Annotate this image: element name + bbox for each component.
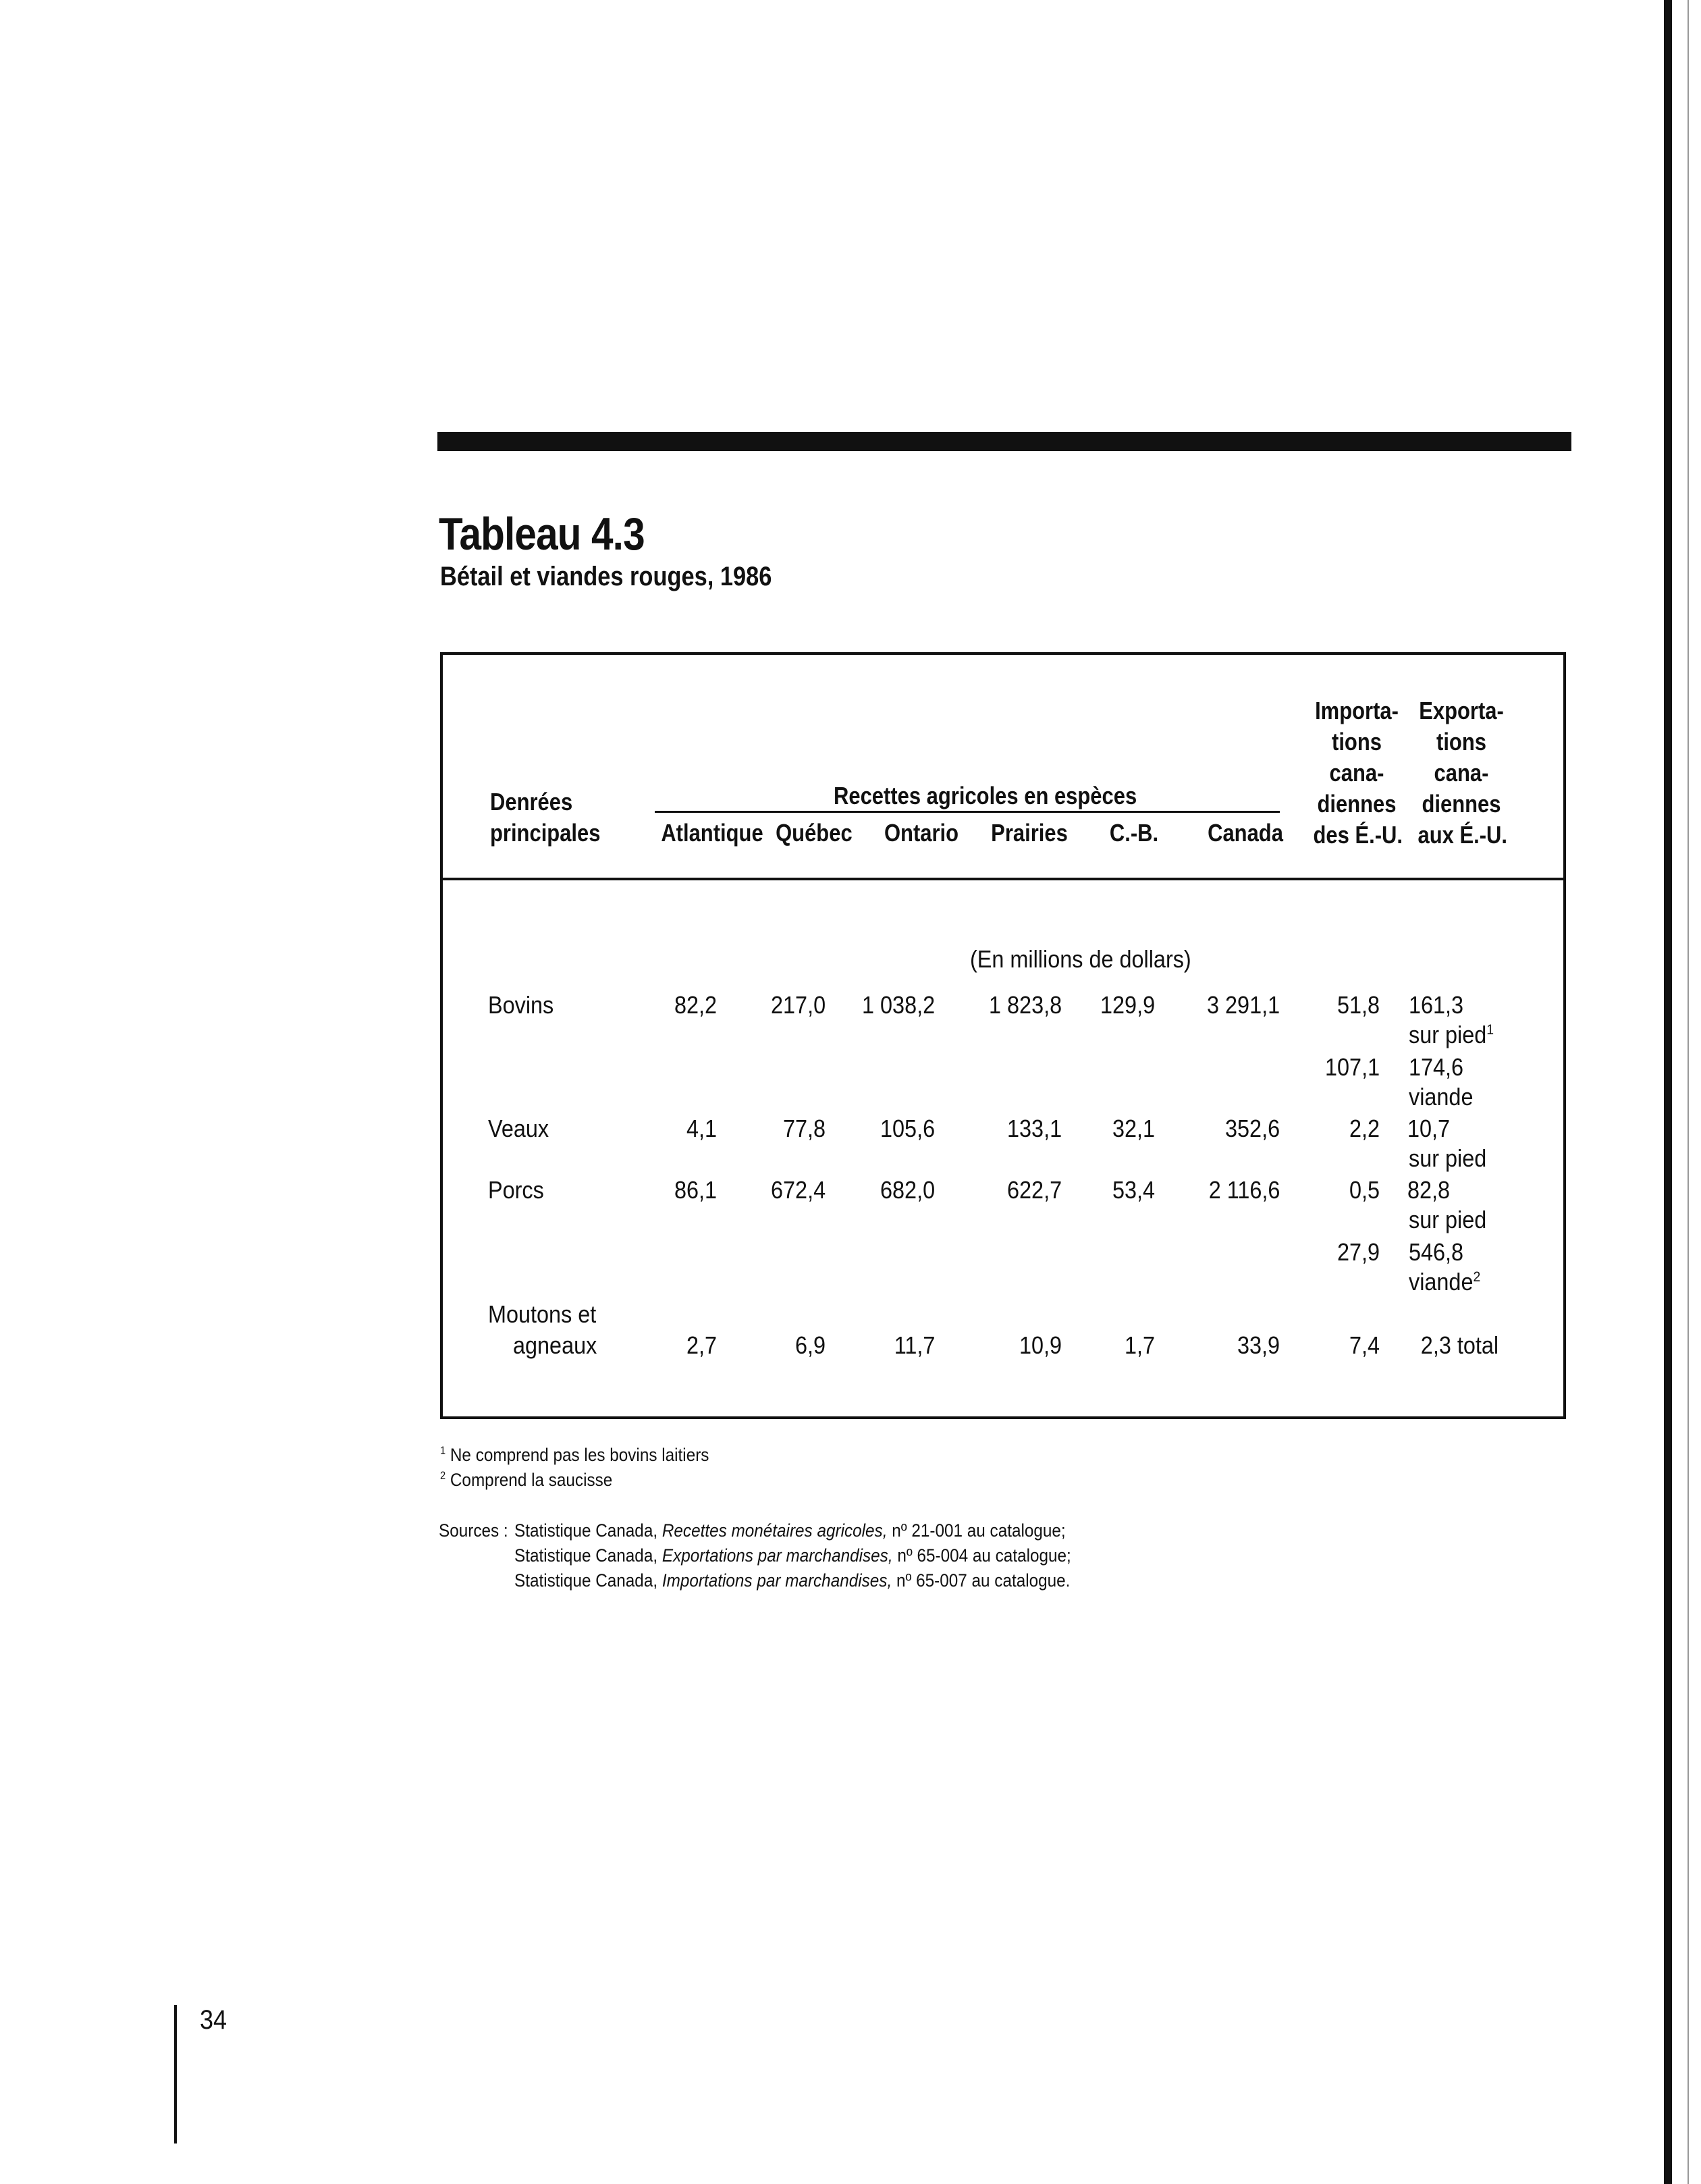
footnote-2 [440,1470,612,1491]
cell-bovins-ontario: 1 038,2 [861,991,935,1019]
cell-porcs-exports-1: 82,8 [1407,1176,1450,1204]
table-title: Tableau 4.3 [439,508,645,560]
table-subtitle: Bétail et viandes rouges, 1986 [440,562,772,591]
cell-porcs-prairies: 622,7 [1006,1176,1062,1204]
col-header-prairies: Prairies [991,819,1068,847]
page-edge-bar [1664,0,1672,2184]
export-desc-text: viande [1409,1268,1474,1296]
footnote-mark: 2 [440,1470,446,1482]
source-title: Recettes monétaires agricoles, [662,1520,888,1541]
spanner-rule [655,811,1280,813]
spanner-header: Recettes agricoles en espèces [834,782,1137,809]
sources-label: Sources : [439,1520,508,1541]
cell-porcs-ontario: 682,0 [880,1176,935,1204]
cell-porcs-atlantique: 86,1 [674,1176,717,1204]
header-rule [440,878,1566,880]
cell-bovins-exports-1-desc [1409,1021,1494,1049]
cell-bovins-exports-2-desc: viande [1409,1083,1474,1111]
footnote-ref: 1 [1486,1021,1494,1038]
cell-moutons-exports: 2,3 total [1420,1331,1498,1359]
col-header-ontario: Ontario [884,819,959,847]
source-catalogue: nº 65-007 au catalogue. [892,1570,1071,1591]
footnote-ref: 2 [1473,1268,1481,1285]
cell-veaux-imports: 2,2 [1349,1115,1380,1142]
cell-moutons-quebec: 6,9 [794,1331,826,1359]
cell-porcs-quebec: 672,4 [770,1176,826,1204]
footnote-text: Ne comprend pas les bovins laitiers [450,1445,709,1465]
cell-veaux-exports: 10,7 [1407,1115,1450,1142]
cell-moutons-ontario: 11,7 [894,1331,935,1359]
stub-header-line2: principales [490,819,601,847]
cell-moutons-canada: 33,9 [1237,1331,1280,1359]
cell-bovins-quebec: 217,0 [770,991,826,1019]
imports-header-line5: des É.-U. [1313,821,1403,849]
source-publisher: Statistique Canada, [514,1570,662,1591]
source-title: Exportations par marchandises, [662,1545,893,1566]
footnote-1 [440,1445,709,1466]
page-number: 34 [200,2005,227,2035]
cell-porcs-exports-2-desc [1409,1268,1480,1296]
col-header-imports [1314,695,1401,851]
row-label-veaux: Veaux [488,1115,549,1142]
footnote-text: Comprend la saucisse [450,1470,613,1490]
cell-porcs-canada: 2 116,6 [1208,1176,1280,1204]
cell-veaux-canada: 352,6 [1224,1115,1280,1142]
section-rule [437,432,1571,451]
source-title: Importations par marchandises, [662,1570,892,1591]
col-header-canada: Canada [1208,819,1283,847]
export-desc-text: sur pied [1409,1021,1487,1048]
cell-moutons-imports: 7,4 [1349,1331,1380,1359]
exports-header-line1: Exporta- [1419,697,1504,724]
source-catalogue: nº 65-004 au catalogue; [892,1545,1071,1566]
imports-header-line2: tions [1332,728,1382,755]
page-number-bar [174,2005,177,2143]
cell-veaux-exports-desc: sur pied [1409,1144,1487,1172]
imports-header-line4: diennes [1317,790,1397,818]
cell-bovins-imports-2: 107,1 [1324,1053,1380,1081]
col-header-exports [1418,695,1505,851]
cell-moutons-cb: 1,7 [1124,1331,1155,1359]
cell-bovins-exports-2: 174,6 [1409,1053,1464,1081]
cell-bovins-canada: 3 291,1 [1206,991,1280,1019]
source-publisher: Statistique Canada, [514,1545,662,1566]
source-publisher: Statistique Canada, [514,1520,662,1541]
units-caption: (En millions de dollars) [970,945,1191,973]
row-label-moutons-line1: Moutons et [488,1300,597,1328]
cell-porcs-imports-2: 27,9 [1336,1238,1380,1266]
cell-bovins-imports-1: 51,8 [1336,991,1380,1019]
source-line-2 [514,1545,1071,1566]
cell-veaux-ontario: 105,6 [880,1115,935,1142]
cell-bovins-cb: 129,9 [1100,991,1155,1019]
stub-header-line1: Denrées [490,788,573,816]
source-line-3 [514,1570,1070,1591]
footnote-mark: 1 [440,1445,446,1457]
row-label-moutons-line2: agneaux [513,1331,597,1359]
exports-header-line5: aux É.-U. [1418,821,1507,849]
cell-porcs-exports-1-desc: sur pied [1409,1206,1487,1233]
cell-bovins-atlantique: 82,2 [674,991,717,1019]
exports-header-line2: tions [1436,728,1486,755]
cell-porcs-cb: 53,4 [1112,1176,1155,1204]
source-catalogue: nº 21-001 au catalogue; [887,1520,1066,1541]
row-label-bovins: Bovins [488,991,554,1019]
cell-porcs-imports-1: 0,5 [1349,1176,1380,1204]
exports-header-line4: diennes [1422,790,1501,818]
cell-moutons-prairies: 10,9 [1019,1331,1062,1359]
cell-veaux-atlantique: 4,1 [686,1115,717,1142]
imports-header-line1: Importa- [1315,697,1399,724]
cell-bovins-exports-1: 161,3 [1409,991,1464,1019]
cell-moutons-atlantique: 2,7 [686,1331,717,1359]
row-label-porcs: Porcs [488,1176,544,1204]
page-edge-line [1688,0,1689,2184]
col-header-quebec: Québec [776,819,853,847]
imports-header-line3: cana- [1329,759,1384,787]
cell-veaux-cb: 32,1 [1112,1115,1155,1142]
source-line-1 [514,1520,1066,1541]
exports-header-line3: cana- [1434,759,1489,787]
cell-veaux-quebec: 77,8 [782,1115,826,1142]
col-header-atlantique: Atlantique [661,819,763,847]
cell-veaux-prairies: 133,1 [1006,1115,1062,1142]
cell-bovins-prairies: 1 823,8 [988,991,1062,1019]
col-header-cb: C.-B. [1109,819,1159,847]
cell-porcs-exports-2: 546,8 [1409,1238,1464,1266]
